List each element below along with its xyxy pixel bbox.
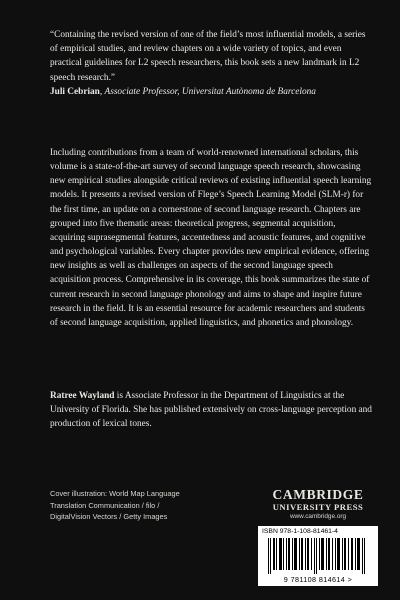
isbn-label: ISBN 978-1-108-81461-4 — [262, 528, 338, 535]
endorser-name: Juli Cebrian — [50, 86, 100, 97]
isbn-barcode — [258, 526, 378, 586]
cover-credit-line: DigitalVision Vectors / Getty Images — [50, 512, 168, 522]
author-bio-text: is Associate Professor in the Department of Linguistics at the University of Florida. She has published extensively on cross-language perception and production of lexical tones. — [50, 391, 372, 430]
publisher-logo — [258, 488, 378, 521]
cover-credit-line: Translation Communication / filo / — [50, 500, 160, 510]
barcode-bars — [266, 538, 370, 574]
cover-credit — [50, 488, 220, 523]
endorser-role: Associate Professor, Universitat Autònoma de Barcelona — [104, 86, 316, 97]
barcode-digits: 9 781108 814614 > — [283, 575, 353, 584]
author-name: Ratree Wayland — [50, 391, 115, 401]
publisher-url: www.cambridge.org — [289, 513, 347, 520]
cover-credit-line: Cover illustration: World Map Language — [50, 489, 180, 498]
author-bio — [50, 389, 372, 432]
endorsement-blurb — [50, 28, 372, 99]
barcode-graphic — [266, 538, 370, 574]
publisher-subname: UNIVERSITY PRESS — [272, 502, 364, 512]
endorsement-quote: “Containing the revised version of one of the field’s most influential models, a series of empirical studies, and review chapters on a wide variety of topics, and even practical guidelines for L2 speech researchers, this book sets a new landmark in L2 speech research.” — [50, 30, 366, 83]
endorsement-attribution: Juli Cebrian, Associate Professor, Universitat Autònoma de Barcelona — [50, 86, 316, 97]
book-description: Including contributions from a team of world-renowned international scholars, this volume is a state-of-the-art survey of second language speech research, showcasing new empirical studies alongside critical reviews of existing influential speech learning models. It presents a revised version of Flege’s Speech Learning Model (SLM-r) for the first time, an update on a cornerstone of second language research. Chapters are grouped into five thematic areas: theoretical progress, segmental acquisition, acquiring suprasegmental features, accentedness and acoustic features, and cognitive and psychological variables. Every chapter provides new empirical evidence, offering new insights as well as challenges on aspects of the second language speech acquisition process. Comprehensive in its coverage, this book summarizes the state of current research in second language phonology and aims to shape and inspire future research in the field. It is an essential resource for academic researchers and students of second language acquisition, applied linguistics, and phonetics and phonology. — [50, 148, 372, 328]
publisher-name: CAMBRIDGE — [272, 487, 364, 502]
